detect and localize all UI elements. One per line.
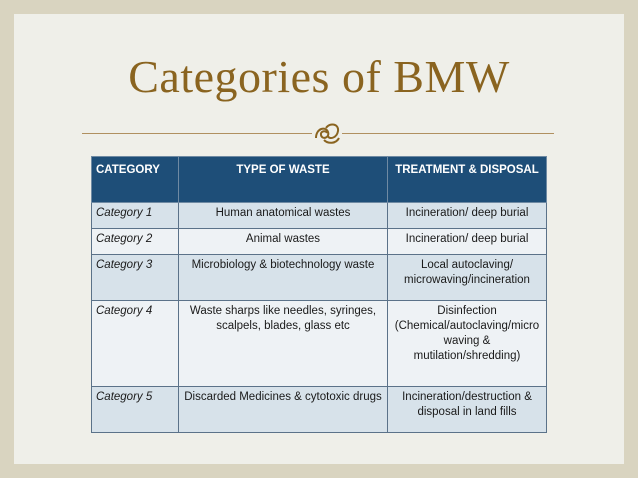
treatment-cell: Incineration/ deep burial [388, 203, 547, 229]
waste-type-cell: Waste sharps like needles, syringes, scalpels, blades, glass etc [179, 301, 388, 387]
header-treatment-disposal: TREATMENT & DISPOSAL [388, 157, 547, 203]
category-cell: Category 1 [92, 203, 179, 229]
table-row [92, 203, 547, 229]
table-row [92, 255, 547, 301]
waste-type-cell: Human anatomical wastes [179, 203, 388, 229]
table-row [92, 387, 547, 433]
scroll-flourish-icon [312, 118, 342, 148]
treatment-cell: Incineration/destruction & disposal in land fills [388, 387, 547, 433]
table-row [92, 301, 547, 387]
title-divider-right [342, 133, 554, 134]
table-header-row [92, 157, 547, 203]
header-type-of-waste: TYPE OF WASTE [179, 157, 388, 203]
waste-type-cell: Animal wastes [179, 229, 388, 255]
waste-type-cell: Discarded Medicines & cytotoxic drugs [179, 387, 388, 433]
treatment-cell: Local autoclaving/ microwaving/incineration [388, 255, 547, 301]
category-cell: Category 4 [92, 301, 179, 387]
category-cell: Category 5 [92, 387, 179, 433]
title-divider-left [82, 133, 312, 134]
category-cell: Category 3 [92, 255, 179, 301]
category-cell: Category 2 [92, 229, 179, 255]
page-title: Categories of BMW [128, 51, 510, 102]
treatment-cell: Incineration/ deep burial [388, 229, 547, 255]
waste-type-cell: Microbiology & biotechnology waste [179, 255, 388, 301]
bmw-categories-table [91, 156, 547, 433]
table-row [92, 229, 547, 255]
treatment-cell: Disinfection (Chemical/autoclaving/micro waving & mutilation/shredding) [388, 301, 547, 387]
header-category: CATEGORY [92, 157, 179, 203]
